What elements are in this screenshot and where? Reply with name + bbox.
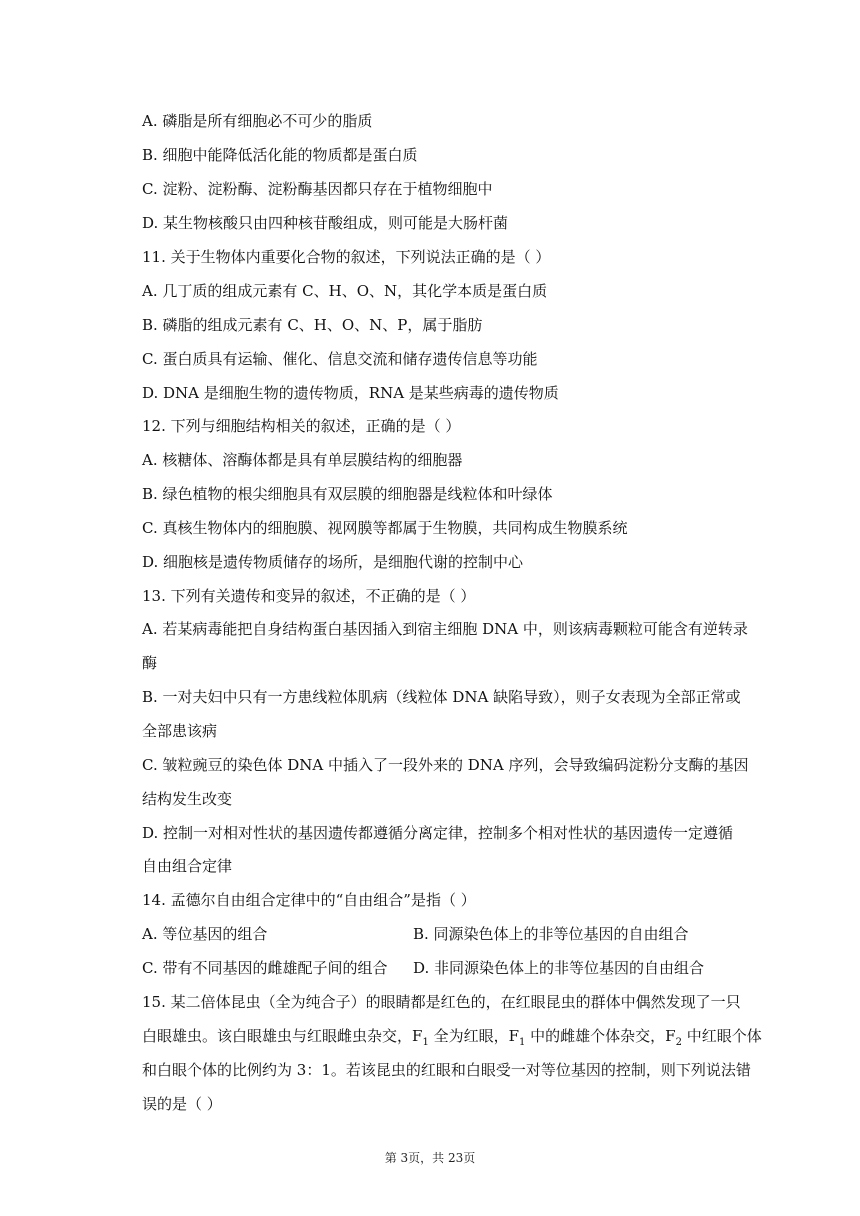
- q14-stem: 14. 孟德尔自由组合定律中的“自由组合”是指（ ）: [142, 891, 476, 909]
- q13-option-c-line2: 结构发生改变: [142, 790, 233, 808]
- q13-option-a-line1: A. 若某病毒能把自身结构蛋白基因插入到宿主细胞 DNA 中，则该病毒颗粒可能含有逆转录: [142, 620, 748, 638]
- q12-option-a: A. 核糖体、溶酶体都是具有单层膜结构的细胞器: [142, 451, 463, 469]
- q14-option-a: A. 等位基因的组合: [142, 925, 268, 943]
- q15-text-b: 全为红眼，: [428, 1027, 509, 1045]
- q10-option-d: D. 某生物核酸只由四种核苷酸组成，则可能是大肠杆菌: [142, 214, 509, 232]
- q13-option-a-line2: 酶: [142, 654, 158, 672]
- q10-option-c: C. 淀粉、淀粉酶、淀粉酶基因都只存在于植物细胞中: [142, 180, 493, 198]
- q14-option-d: D. 非同源染色体上的非等位基因的自由组合: [413, 959, 705, 977]
- q11-stem: 11. 关于生物体内重要化合物的叙述，下列说法正确的是（ ）: [142, 248, 551, 266]
- q13-option-b-line1: B. 一对夫妇中只有一方患线粒体肌病（线粒体 DNA 缺陷导致），则子女表现为全部正常或: [142, 688, 741, 706]
- page-footer: 第 3页，共 23页: [384, 1151, 476, 1165]
- q15-stem-line2: [142, 1026, 762, 1046]
- q11-option-a: A. 几丁质的组成元素有 C、H、O、N，其化学本质是蛋白质: [142, 282, 548, 300]
- q15-text-a: 白眼雄虫。该白眼雄虫与红眼雌虫杂交，: [142, 1027, 413, 1045]
- f2-subscript: 2: [675, 1037, 682, 1048]
- q10-option-a: A. 磷脂是所有细胞必不可少的脂质: [142, 112, 373, 130]
- q14-option-c: C. 带有不同基因的雌雄配子间的组合: [142, 959, 388, 977]
- f1-subscript-2: 1: [519, 1037, 526, 1048]
- q15-text-c: 中的雌雄个体杂交，: [525, 1027, 666, 1045]
- q13-stem: 13. 下列有关遗传和变异的叙述，不正确的是（ ）: [142, 587, 476, 605]
- f1-subscript: 1: [422, 1037, 429, 1048]
- q11-option-d: D. DNA 是细胞生物的遗传物质，RNA 是某些病毒的遗传物质: [142, 384, 559, 402]
- q15-stem-line1: 15. 某二倍体昆虫（全为纯合子）的眼睛都是红色的，在红眼昆虫的群体中偶然发现了一只: [142, 993, 741, 1011]
- q10-option-b: B. 细胞中能降低活化能的物质都是蛋白质: [142, 146, 418, 164]
- q12-option-d: D. 细胞核是遗传物质储存的场所，是细胞代谢的控制中心: [142, 553, 524, 571]
- q13-option-d-line1: D. 控制一对相对性状的基因遗传都遵循分离定律，控制多个相对性状的基因遗传一定遵循: [142, 824, 734, 842]
- q13-option-d-line2: 自由组合定律: [142, 857, 233, 875]
- q15-text-d: 中红眼个体: [681, 1027, 762, 1045]
- q12-option-b: B. 绿色植物的根尖细胞具有双层膜的细胞器是线粒体和叶绿体: [142, 485, 553, 503]
- f2-symbol: F: [665, 1027, 676, 1045]
- f1-symbol-2: F: [508, 1027, 520, 1045]
- f1-symbol: F: [412, 1027, 423, 1045]
- q15-stem-line4: 误的是（ ）: [142, 1095, 222, 1113]
- q11-option-b: B. 磷脂的组成元素有 C、H、O、N、P，属于脂肪: [142, 316, 483, 334]
- q13-option-c-line1: C. 皱粒豌豆的染色体 DNA 中插入了一段外来的 DNA 序列，会导致编码淀粉分支酶的基因: [142, 756, 749, 774]
- q14-option-b: B. 同源染色体上的非等位基因的自由组合: [413, 925, 689, 943]
- q11-option-c: C. 蛋白质具有运输、催化、信息交流和储存遗传信息等功能: [142, 350, 538, 368]
- q15-stem-line3: 和白眼个体的比例约为 3：1。若该昆虫的红眼和白眼受一对等位基因的控制，则下列说法错: [142, 1061, 751, 1079]
- q13-option-b-line2: 全部患该病: [142, 722, 218, 740]
- q12-stem: 12. 下列与细胞结构相关的叙述，正确的是（ ）: [142, 417, 461, 435]
- q12-option-c: C. 真核生物体内的细胞膜、视网膜等都属于生物膜，共同构成生物膜系统: [142, 519, 628, 537]
